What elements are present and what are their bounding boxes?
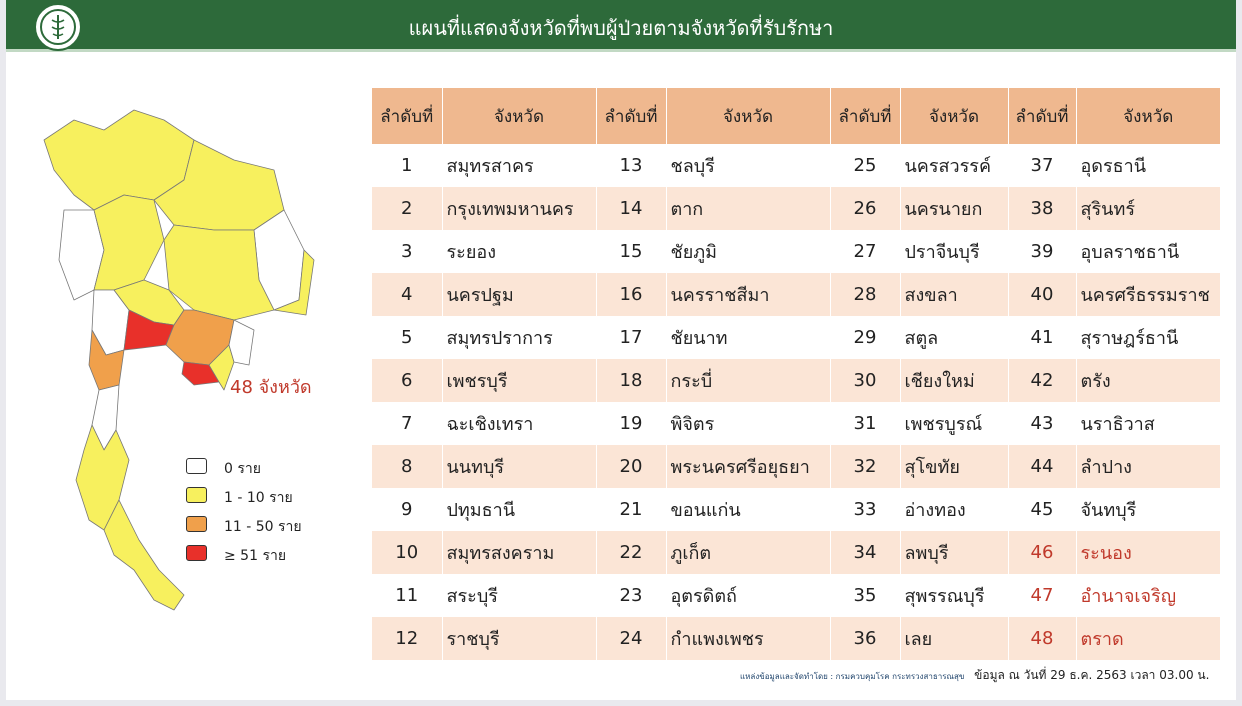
rank-column-header: ลำดับที่ xyxy=(596,88,666,144)
rank-cell: 8 xyxy=(372,445,442,488)
rank-cell: 13 xyxy=(596,144,666,187)
province-cell: นครศรีธรรมราช xyxy=(1076,273,1220,316)
rank-cell: 31 xyxy=(830,402,900,445)
province-cell: สตูล xyxy=(900,316,1008,359)
province-cell: สุราษฎร์ธานี xyxy=(1076,316,1220,359)
rank-cell: 35 xyxy=(830,574,900,617)
province-cell: สุพรรณบุรี xyxy=(900,574,1008,617)
rank-cell: 10 xyxy=(372,531,442,574)
rank-cell: 21 xyxy=(596,488,666,531)
rank-cell: 26 xyxy=(830,187,900,230)
rank-cell: 41 xyxy=(1008,316,1076,359)
province-ranking-table xyxy=(372,88,1220,660)
province-cell: ตราด xyxy=(1076,617,1220,660)
rank-cell: 46 xyxy=(1008,531,1076,574)
province-column-header: จังหวัด xyxy=(666,88,830,144)
province-column-header: จังหวัด xyxy=(1076,88,1220,144)
rank-cell: 18 xyxy=(596,359,666,402)
province-cell: สมุทรปราการ xyxy=(442,316,596,359)
page-title: แผนที่แสดงจังหวัดที่พบผู้ป่วยตามจังหวัดที่รับรักษา xyxy=(408,16,834,40)
legend-swatch-high xyxy=(186,545,207,561)
province-cell: สระบุรี xyxy=(442,574,596,617)
province-cell: นครสวรรค์ xyxy=(900,144,1008,187)
table-row xyxy=(372,316,1220,359)
legend-label: ≥ 51 ราย xyxy=(224,548,287,564)
province-cell: ชัยภูมิ xyxy=(666,230,830,273)
province-cell: อ่างทอง xyxy=(900,488,1008,531)
rank-cell: 34 xyxy=(830,531,900,574)
province-cell: พระนครศรีอยุธยา xyxy=(666,445,830,488)
rank-cell: 27 xyxy=(830,230,900,273)
province-cell: เลย xyxy=(900,617,1008,660)
province-cell: ปทุมธานี xyxy=(442,488,596,531)
rank-cell: 32 xyxy=(830,445,900,488)
rank-cell: 42 xyxy=(1008,359,1076,402)
rank-cell: 36 xyxy=(830,617,900,660)
rank-cell: 3 xyxy=(401,241,413,262)
province-cell: พิจิตร xyxy=(666,402,830,445)
rank-cell: 9 xyxy=(401,499,413,520)
rank-cell: 30 xyxy=(830,359,900,402)
table-row xyxy=(372,574,1220,617)
rank-cell: 20 xyxy=(596,445,666,488)
rank-cell: 48 xyxy=(1008,617,1076,660)
rank-cell: 14 xyxy=(596,187,666,230)
province-cell: อุดรธานี xyxy=(1076,144,1220,187)
province-cell: อำนาจเจริญ xyxy=(1076,574,1220,617)
rank-cell: 33 xyxy=(830,488,900,531)
rank-cell: 45 xyxy=(1008,488,1076,531)
province-cell: นครราชสีมา xyxy=(666,273,830,316)
rank-cell: 24 xyxy=(596,617,666,660)
rank-column-header: ลำดับที่ xyxy=(372,88,442,144)
province-cell: เชียงใหม่ xyxy=(900,359,1008,402)
table-row xyxy=(372,359,1220,402)
thailand-province-map xyxy=(34,100,334,620)
rank-cell: 23 xyxy=(596,574,666,617)
province-cell: อุบลราชธานี xyxy=(1076,230,1220,273)
province-cell: เพชรบุรี xyxy=(442,359,596,402)
province-cell: ตรัง xyxy=(1076,359,1220,402)
rank-cell: 1 xyxy=(401,155,413,176)
table-row xyxy=(372,531,1220,574)
rank-cell: 12 xyxy=(372,617,442,660)
rank-cell: 40 xyxy=(1008,273,1076,316)
legend-label: 0 ราย xyxy=(224,461,261,477)
rank-cell: 29 xyxy=(830,316,900,359)
data-timestamp: ข้อมูล ณ วันที่ 29 ธ.ค. 2563 เวลา 03.00 น. xyxy=(974,668,1210,682)
table-row xyxy=(372,273,1220,316)
legend-label: 1 - 10 ราย xyxy=(224,490,293,506)
province-cell: จันทบุรี xyxy=(1076,488,1220,531)
province-cell: สุรินทร์ xyxy=(1076,187,1220,230)
province-cell: ลำปาง xyxy=(1076,445,1220,488)
rank-cell: 25 xyxy=(830,144,900,187)
province-cell: ระยอง xyxy=(442,230,596,273)
province-column-header: จังหวัด xyxy=(442,88,596,144)
province-cell: ลพบุรี xyxy=(900,531,1008,574)
rank-cell: 11 xyxy=(395,585,419,606)
rank-cell: 2 xyxy=(372,187,442,230)
province-cell: ปราจีนบุรี xyxy=(900,230,1008,273)
province-cell: สมุทรสาคร xyxy=(442,144,596,187)
province-cell: ฉะเชิงเทรา xyxy=(442,402,596,445)
province-cell: ราชบุรี xyxy=(442,617,596,660)
province-cell: นครปฐม xyxy=(442,273,596,316)
province-cell: ชลบุรี xyxy=(666,144,830,187)
province-cell: อุตรดิตถ์ xyxy=(666,574,830,617)
rank-cell: 39 xyxy=(1008,230,1076,273)
map-deep-south-region xyxy=(104,500,184,610)
rank-cell: 43 xyxy=(1008,402,1076,445)
rank-cell: 44 xyxy=(1008,445,1076,488)
province-cell: กำแพงเพชร xyxy=(666,617,830,660)
legend-swatch-low xyxy=(186,487,207,503)
rank-cell: 19 xyxy=(596,402,666,445)
rank-column-header: ลำดับที่ xyxy=(1008,88,1076,144)
rank-cell: 4 xyxy=(372,273,442,316)
table-header-row xyxy=(372,88,1220,144)
province-cell: นราธิวาส xyxy=(1076,402,1220,445)
rank-cell: 47 xyxy=(1008,574,1076,617)
legend-swatch-medium xyxy=(186,516,207,532)
legend-label: 11 - 50 ราย xyxy=(224,519,302,535)
province-cell: นครนายก xyxy=(900,187,1008,230)
rank-cell: 37 xyxy=(1008,144,1076,187)
rank-cell: 5 xyxy=(401,327,413,348)
rank-cell: 38 xyxy=(1008,187,1076,230)
rank-cell: 22 xyxy=(596,531,666,574)
rank-column-header: ลำดับที่ xyxy=(830,88,900,144)
data-source-footer xyxy=(740,666,1209,685)
rank-cell: 6 xyxy=(372,359,442,402)
table-row xyxy=(372,402,1220,445)
province-cell: ระนอง xyxy=(1076,531,1220,574)
rank-cell: 28 xyxy=(830,273,900,316)
title-bar xyxy=(6,0,1236,52)
rank-cell: 7 xyxy=(401,413,413,434)
province-cell: ตาก xyxy=(666,187,830,230)
table-row xyxy=(372,488,1220,531)
table-row xyxy=(372,617,1220,660)
legend-swatch-zero xyxy=(186,458,207,474)
province-cell: นนทบุรี xyxy=(442,445,596,488)
province-cell: สุโขทัย xyxy=(900,445,1008,488)
table-row xyxy=(372,144,1220,187)
province-cell: กรุงเทพมหานคร xyxy=(442,187,596,230)
province-cell: ขอนแก่น xyxy=(666,488,830,531)
table-row xyxy=(372,230,1220,273)
province-cell: ภูเก็ต xyxy=(666,531,830,574)
table-row xyxy=(372,187,1220,230)
province-cell: สงขลา xyxy=(900,273,1008,316)
province-cell: ชัยนาท xyxy=(666,316,830,359)
table-row xyxy=(372,445,1220,488)
rank-cell: 15 xyxy=(596,230,666,273)
map-chanthaburi-region xyxy=(229,320,254,365)
rank-cell: 17 xyxy=(596,316,666,359)
province-cell: สมุทรสงคราม xyxy=(442,531,596,574)
province-column-header: จังหวัด xyxy=(900,88,1008,144)
source-credit: แหล่งข้อมูลและจัดทำโดย : กรมควบคุมโรค กระทรวงสาธารณสุข xyxy=(740,672,965,681)
province-cell: เพชรบูรณ์ xyxy=(900,402,1008,445)
map-upper-central-region xyxy=(94,195,164,290)
province-cell: กระบี่ xyxy=(666,359,830,402)
rank-cell: 16 xyxy=(596,273,666,316)
province-count-label: 48 จังหวัด xyxy=(230,377,312,398)
